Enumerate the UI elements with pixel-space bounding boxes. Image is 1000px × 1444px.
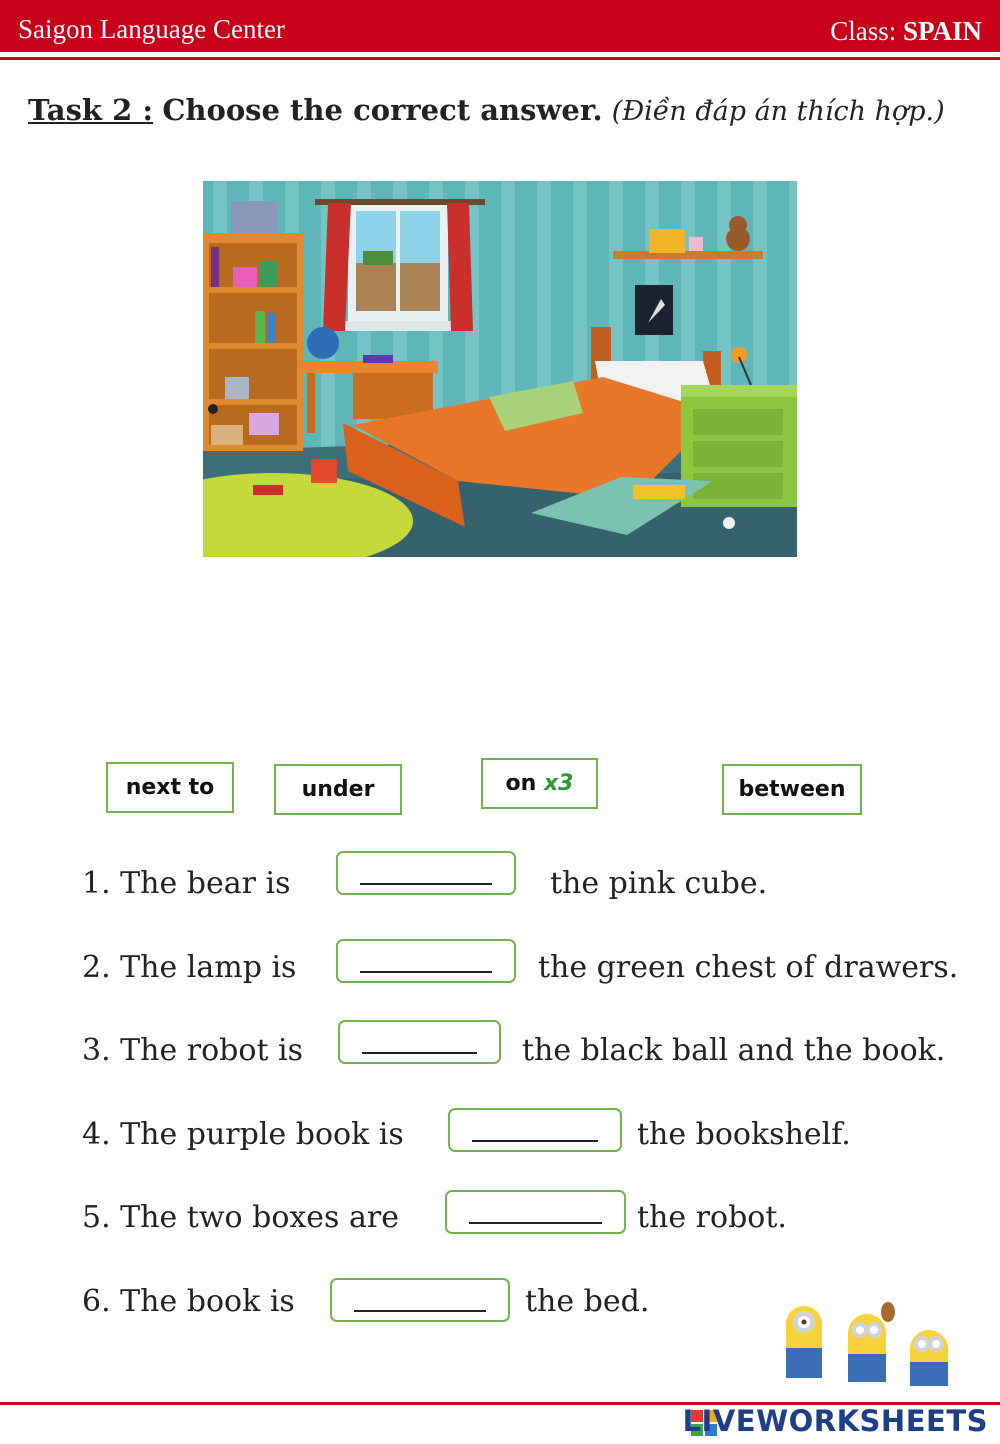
answer-blank-line	[469, 1222, 602, 1224]
answer-box-6[interactable]	[330, 1278, 510, 1322]
question-2-tail	[538, 950, 958, 985]
question-3-tail	[522, 1033, 945, 1068]
school-name: Saigon Language Center	[18, 14, 285, 44]
question-4	[82, 1117, 404, 1152]
answer-blank-line	[360, 971, 492, 973]
answer-box-5[interactable]	[445, 1190, 626, 1234]
header-bar	[0, 0, 1000, 52]
answer-blank-line	[362, 1052, 477, 1054]
word-option-label: between	[738, 777, 846, 802]
question-4-tail	[637, 1117, 851, 1152]
header-divider	[0, 57, 1000, 60]
answer-blank-line	[472, 1140, 598, 1142]
question-2	[82, 950, 296, 985]
answer-box-2[interactable]	[336, 939, 516, 983]
task-label: Task 2 :	[28, 93, 154, 127]
question-6	[82, 1284, 295, 1319]
answer-box-3[interactable]	[338, 1020, 501, 1064]
answer-box-4[interactable]	[448, 1108, 622, 1152]
word-option-count: x3	[543, 771, 574, 796]
question-3	[82, 1033, 303, 1068]
word-option-label: next to	[125, 775, 215, 800]
question-text: 1. The bear is	[82, 866, 291, 901]
question-text: 2. The lamp is	[82, 950, 297, 985]
bedroom-illustration	[203, 181, 797, 557]
question-text: 5. The two boxes are	[82, 1200, 399, 1235]
task-heading	[18, 90, 978, 132]
question-text: 4. The purple book is	[82, 1117, 404, 1152]
question-5	[82, 1200, 399, 1235]
class-info	[830, 16, 982, 47]
question-1	[82, 866, 291, 901]
minions-illustration	[768, 1292, 968, 1392]
class-name: SPAIN	[902, 16, 982, 46]
question-continuation: the pink cube.	[550, 866, 768, 901]
word-option-label: under	[301, 777, 375, 802]
question-6-tail	[525, 1284, 649, 1319]
question-continuation: the bed.	[525, 1284, 650, 1319]
question-continuation: the black ball and the book.	[522, 1033, 946, 1068]
question-continuation: the green chest of drawers.	[538, 950, 959, 985]
word-option-label: on	[505, 771, 537, 796]
question-continuation: the robot.	[637, 1200, 787, 1235]
question-text: 3. The robot is	[82, 1033, 304, 1068]
word-option-between[interactable]	[722, 764, 862, 815]
task-translation: (Điền đáp án thích hợp.)	[611, 96, 945, 127]
question-text: 6. The book is	[82, 1284, 295, 1319]
class-label: Class:	[830, 16, 897, 46]
answer-blank-line	[354, 1310, 486, 1312]
question-continuation: the bookshelf.	[637, 1117, 851, 1152]
answer-blank-line	[360, 883, 492, 885]
word-option-on[interactable]	[481, 758, 598, 809]
answer-box-1[interactable]	[336, 851, 516, 895]
question-5-tail	[637, 1200, 787, 1235]
word-option-under[interactable]	[274, 764, 402, 815]
task-instruction: Choose the correct answer.	[162, 93, 603, 127]
liveworksheets-brand: LIVEWORKSHEETS	[682, 1404, 988, 1438]
question-1-tail	[550, 866, 767, 901]
word-option-next-to[interactable]	[106, 762, 234, 813]
